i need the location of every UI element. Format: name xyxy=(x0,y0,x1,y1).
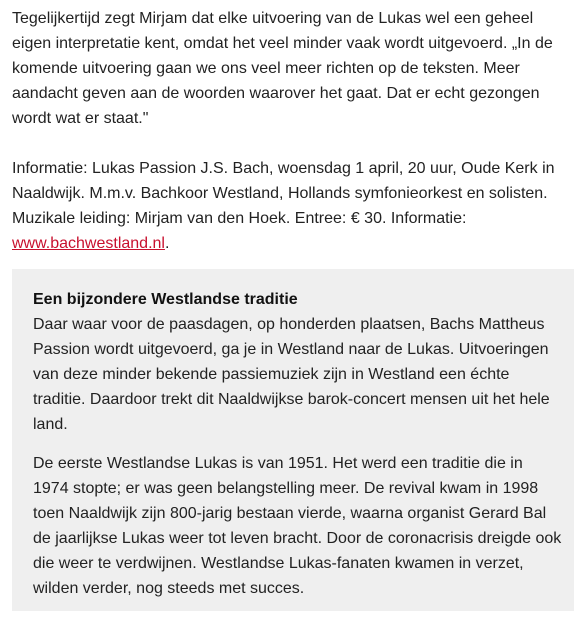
infobox-paragraph-2: De eerste Westlandse Lukas is van 1951. Het werd een traditie die in 1974 stopte; er was geen belangstelling meer. De revival kwam in 1998 toen Naaldwijk zijn 800-jarig bestaan vierde, waarna organist Gerard Bal de jaarlijkse Lukas weer tot leven bracht. Door de coronacrisis dreigde ook die weer te verdwijnen. Westlandse Lukas-fanaten kwamen in verzet, wilden verder, nog steeds met succes. xyxy=(33,455,562,597)
bachwestland-link[interactable]: www.bachwestland.nl xyxy=(12,235,165,252)
tradition-infobox xyxy=(12,269,574,611)
info-end: . xyxy=(164,235,170,252)
article-body xyxy=(12,6,564,256)
infobox-title: Een bijzondere Westlandse traditie xyxy=(33,291,298,308)
info-text: Informatie: Lukas Passion J.S. Bach, woensdag 1 april, 20 uur, Oude Kerk in Naaldwijk. M.m.v. Bachkoor Westland, Hollands symfonieorkest en solisten. Muzikale leiding: Mirjam van den Hoek. Entree: € 30. Informatie: xyxy=(12,160,555,227)
article-paragraph-info xyxy=(12,156,564,256)
infobox-paragraph-1: Daar waar voor de paasdagen, op honderden plaatsen, Bachs Mattheus Passion wordt uitgevoerd, ga je in Westland naar de Lukas. Uitvoeringen van deze minder bekende passiemuziek zijn in Westland een échte traditie. Daardoor trekt dit Naaldwijkse barok-concert mensen uit het hele land. xyxy=(33,316,550,433)
article-paragraph-quote: Tegelijkertijd zegt Mirjam dat elke uitvoering van de Lukas wel een geheel eigen interpretatie kent, omdat het veel minder vaak wordt uitgevoerd. „In de komende uitvoering gaan we ons veel meer richten op de teksten. Meer aandacht geven aan de woorden waarover het gaat. Dat er echt gezongen wordt wat er staat." xyxy=(12,10,553,127)
